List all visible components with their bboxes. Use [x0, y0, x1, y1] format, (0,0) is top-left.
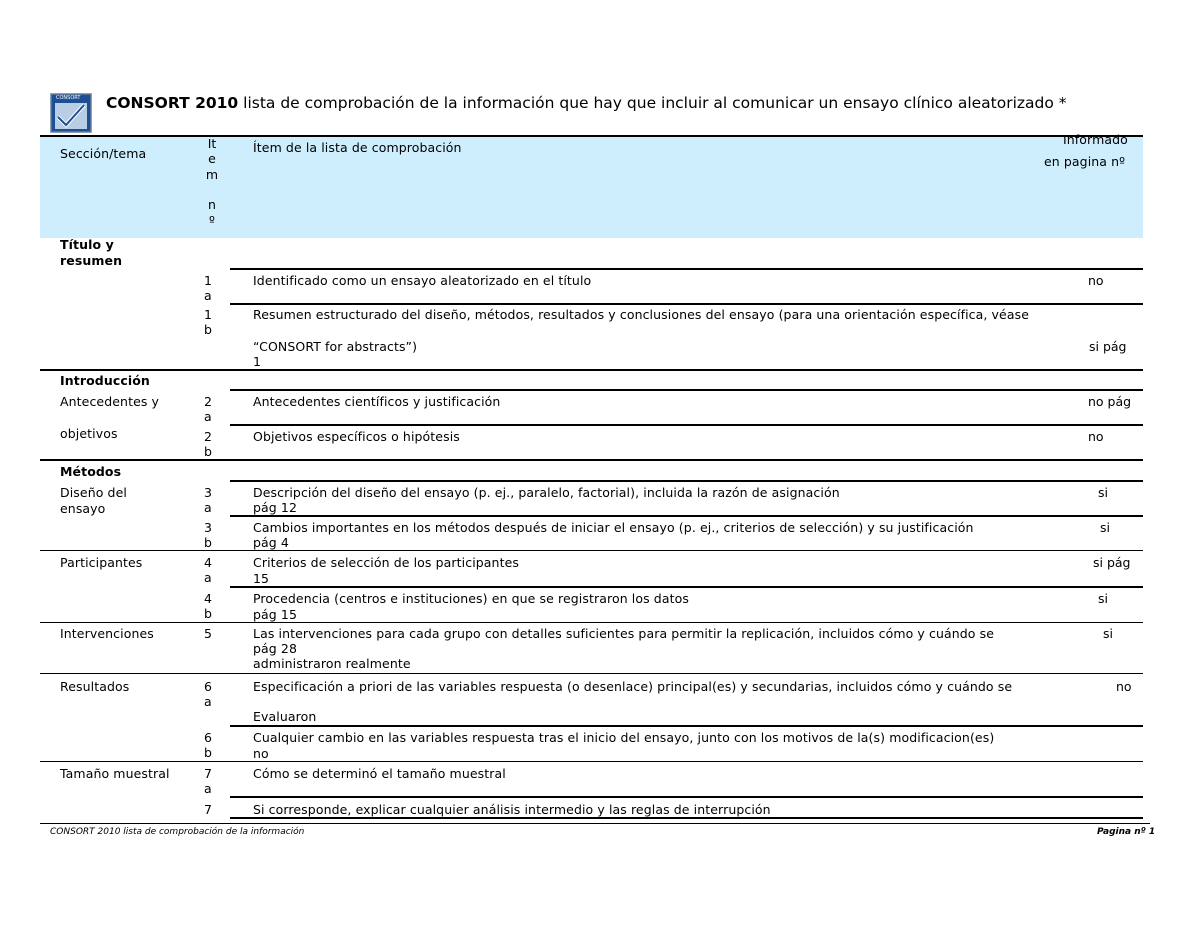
item-sub: b: [204, 606, 213, 621]
item-text: Identificado como un ensayo aleatorizado en el título: [253, 273, 592, 288]
header-checklist: Ítem de la lista de comprobación: [253, 140, 462, 155]
item-num: 6: [204, 730, 213, 745]
section-rule-thin: [40, 673, 1143, 674]
item-text-line2: pág 4: [253, 535, 289, 550]
item-sub: a: [204, 694, 212, 709]
consort-logo: [50, 93, 92, 133]
item-num: 3: [204, 520, 213, 535]
item-text: Si corresponde, explicar cualquier análisis intermedio y las reglas de interrupción: [253, 802, 771, 817]
item-num: 4: [204, 591, 213, 606]
section-title-intro: Introducción: [60, 373, 150, 388]
item-answer: si pág: [1089, 339, 1127, 354]
section-title-line: resumen: [60, 253, 123, 268]
row-rule: [230, 424, 1143, 426]
row-rule: [230, 796, 1143, 798]
item-num: 2: [204, 429, 213, 444]
item-number: [204, 766, 212, 796]
item-num: 7: [204, 802, 213, 817]
item-text-line2: Evaluaron: [253, 709, 317, 724]
topic-tamano: Tamaño muestral: [60, 766, 170, 781]
item-sub: a: [204, 781, 212, 796]
item-text-line3: administraron realmente: [253, 656, 411, 671]
item-number: [204, 555, 212, 585]
page-title: [106, 94, 1067, 112]
row-rule: [230, 303, 1143, 305]
item-number: [204, 307, 212, 337]
item-text: Descripción del diseño del ensayo (p. ej., paralelo, factorial), incluida la razón de asignación: [253, 485, 840, 500]
section-title-titulo: [60, 237, 122, 269]
item-num: 3: [204, 485, 213, 500]
footer-right: Pagina nº 1: [1097, 827, 1156, 837]
item-sub: a: [204, 288, 212, 303]
item-answer: no pág: [1088, 394, 1132, 409]
row-rule: [230, 268, 1143, 270]
row-rule: [230, 480, 1143, 482]
topic-line: ensayo: [60, 501, 106, 516]
item-answer: si pág: [1093, 555, 1131, 570]
item-sub: b: [204, 444, 213, 459]
item-answer: si: [1098, 485, 1108, 500]
item-sub: a: [204, 570, 212, 585]
row-rule: [230, 389, 1143, 391]
topic-antecedentes: Antecedentes y: [60, 394, 160, 409]
item-text: Criterios de selección de los participantes: [253, 555, 519, 570]
item-answer: no: [1088, 429, 1104, 444]
item-number: [204, 485, 212, 515]
item-answer: si: [1100, 520, 1110, 535]
header-item-char: m: [205, 167, 219, 182]
header-section: Sección/tema: [60, 146, 147, 161]
section-title-line: Título y: [60, 237, 114, 252]
item-text-line2: pág 28: [253, 641, 298, 656]
topic-intervenciones: Intervenciones: [60, 626, 154, 641]
logo-text: CONSORT: [56, 95, 81, 101]
item-number: [204, 802, 212, 817]
header-item-char: e: [208, 151, 216, 166]
section-title-metodos: Métodos: [60, 464, 122, 479]
item-text-line2: 15: [253, 571, 270, 586]
section-rule-thin: [40, 622, 1143, 623]
item-text: Resumen estructurado del diseño, métodos, resultados y conclusiones del ensayo (para una orientación específica, véase: [253, 307, 1029, 322]
section-rule-thin: [40, 550, 1143, 551]
topic-resultados: Resultados: [60, 679, 130, 694]
topic-participantes: Participantes: [60, 555, 143, 570]
title-rest: lista de comprobación de la información que hay que incluir al comunicar un ensayo clínico aleatorizado *: [238, 94, 1067, 112]
item-text-line2: “CONSORT for abstracts”): [253, 339, 418, 354]
item-sub: b: [204, 535, 213, 550]
item-number: [204, 520, 212, 550]
topic-line: Diseño del: [60, 485, 127, 500]
header-item-char: It: [207, 136, 217, 151]
item-text-line3: 1: [253, 354, 262, 369]
footer-left: CONSORT 2010 lista de comprobación de la información: [50, 827, 305, 837]
header-item-char: [202, 183, 222, 197]
item-answer: si: [1098, 591, 1108, 606]
item-num: 2: [204, 394, 213, 409]
item-text: Especificación a priori de las variables respuesta (o desenlace) principal(es) y secundarias, incluidos cómo y cuándo se: [253, 679, 1013, 694]
header-reported-1: Informado: [1063, 132, 1128, 147]
item-sub: b: [204, 745, 213, 760]
title-bold: CONSORT 2010: [106, 94, 239, 112]
item-text: Antecedentes científicos y justificación: [253, 394, 501, 409]
item-text: Las intervenciones para cada grupo con detalles suficientes para permitir la replicación, incluidos cómo y cuándo se: [253, 626, 995, 641]
item-num: 6: [204, 679, 213, 694]
item-text: Objetivos específicos o hipótesis: [253, 429, 460, 444]
item-text: Procedencia (centros e instituciones) en que se registraron los datos: [253, 591, 689, 606]
item-text: Cómo se determinó el tamaño muestral: [253, 766, 506, 781]
item-num: 5: [204, 626, 213, 641]
item-sub: a: [204, 500, 212, 515]
item-num: 4: [204, 555, 213, 570]
topic-diseno: [60, 485, 127, 517]
item-text-line2: pág 12: [253, 500, 298, 515]
item-number: [204, 591, 212, 621]
section-rule-thin: [40, 761, 1143, 762]
item-number: [204, 394, 212, 424]
item-number: [204, 679, 212, 709]
row-rule: [230, 515, 1143, 517]
item-answer: si: [1103, 626, 1113, 641]
item-text-line2: pág 15: [253, 607, 298, 622]
row-rule: [230, 817, 1143, 819]
section-rule: [40, 369, 1143, 371]
item-number: [204, 730, 212, 760]
item-text: Cualquier cambio en las variables respuesta tras el inicio del ensayo, junto con los motivos de la(s) modificacion(es): [253, 730, 995, 745]
item-num: 1: [204, 273, 213, 288]
item-sub: a: [204, 409, 212, 424]
row-rule: [230, 586, 1143, 588]
item-sub: b: [204, 322, 213, 337]
header-item-char: n: [208, 197, 216, 212]
row-rule: [230, 725, 1143, 727]
header-reported-2: en pagina nº: [1044, 154, 1126, 169]
item-number: [204, 273, 212, 303]
item-text: Cambios importantes en los métodos después de iniciar el ensayo (p. ej., criterios de selección) y su justificación: [253, 520, 974, 535]
item-number: [204, 626, 212, 641]
header-item-char: º: [209, 213, 215, 228]
item-text-line2: no: [253, 746, 269, 761]
item-answer: no: [1116, 679, 1132, 694]
topic-objetivos: objetivos: [60, 426, 118, 441]
item-number: [204, 429, 212, 459]
item-num: 1: [204, 307, 213, 322]
section-rule: [40, 459, 1143, 461]
item-answer: no: [1088, 273, 1104, 288]
item-num: 7: [204, 766, 213, 781]
footer-rule: [40, 823, 1150, 824]
header-item-number: [202, 136, 222, 227]
